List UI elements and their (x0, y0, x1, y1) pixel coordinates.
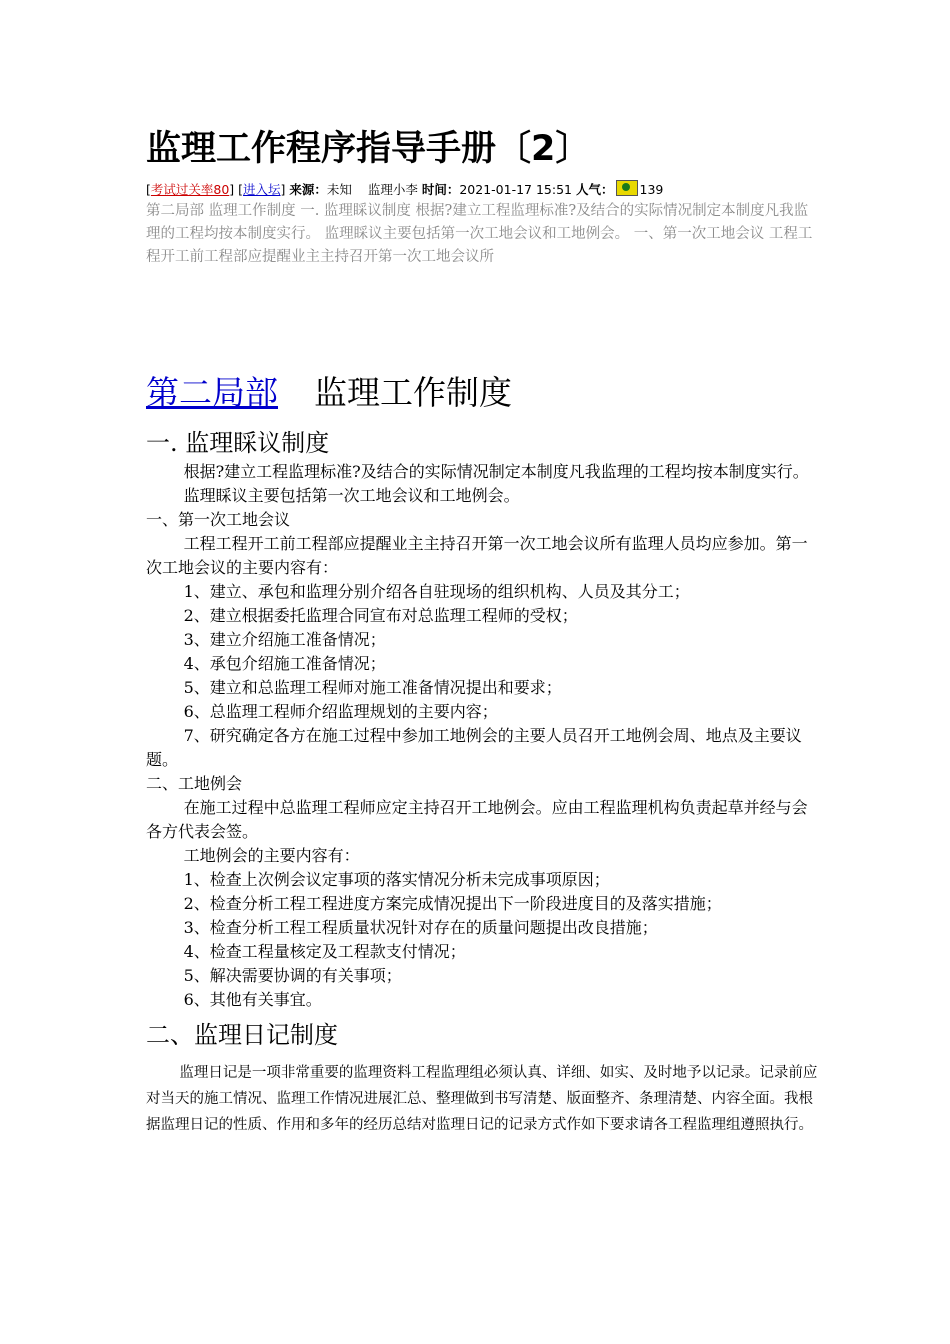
sub2-title: 二、工地例会 (146, 774, 243, 793)
list-item: 5、解决需要协调的有关事项； (183, 966, 402, 985)
list-item: 2、检查分析工程工程进度方案完成情况提出下一阶段进度目的及落实措施； (183, 894, 722, 913)
source-label: 来源： (289, 182, 327, 197)
list-item: 7、研究确定各方在施工过程中参加工地例会的主要人员召开工地例会周、地点及主要议题。 (146, 726, 802, 769)
list-item: 3、建立介绍施工准备情况； (183, 630, 386, 649)
sub2-text: 在施工过程中总监理工程师应定主持召开工地例会。应由工程监理机构负责起草并经与会各方代表会签。 (146, 798, 808, 841)
list-item: 3、检查分析工程工程质量状况针对存在的质量问题提出改良措施； (183, 918, 658, 937)
popularity-icon (616, 180, 638, 196)
page-title: 监理工作程序指导手册〔2〕 (146, 129, 591, 169)
document-body (146, 426, 821, 1138)
section2-title: 二、监理日记制度 (146, 1021, 338, 1049)
list-item: 5、建立和总监理工程师对施工准备情况提出和要求； (183, 678, 562, 697)
list-item: 1、检查上次例会议定事项的落实情况分析未完成事项原因； (183, 870, 610, 889)
sub1-title: 一、第一次工地会议 (146, 510, 291, 529)
list-item: 1、建立、承包和监理分别介绍各自驻现场的组织机构、人员及其分工； (183, 582, 690, 601)
article-meta: [考试过关率80] [进入坛] 来源：未知 监理小李 时间：2021-01-17 15:51 人气： 139 (146, 182, 664, 197)
popularity-label: 人气： (575, 182, 614, 197)
enter-forum-link[interactable]: 进入坛 (243, 182, 281, 197)
list-item: 4、检查工程量核定及工程款支付情况； (183, 942, 466, 961)
time-value: 2021-01-17 15:51 (459, 182, 572, 197)
article-summary: 第二局部 监理工作制度 一. 监理睬议制度 根据?建立工程监理标准?及结合的实际情况制定本制度凡我监理的工程均按本制度实行。 监理睬议主要包括第一次工地会议和工地例会。 一、第一次工地会议 工程工程开工前工程部应提醒业主主持召开第一次工地会议所 (146, 203, 813, 265)
section1-intro2: 监理睬议主要包括第一次工地会议和工地例会。 (183, 486, 520, 505)
sub1-text: 工程工程开工前工程部应提醒业主主持召开第一次工地会议所有监理人员均应参加。第一次工地会议的主要内容有： (146, 534, 808, 577)
list-item: 6、其他有关事宜。 (183, 990, 322, 1009)
sub2-text2: 工地例会的主要内容有： (183, 846, 360, 865)
section1-intro: 根据?建立工程监理标准?及结合的实际情况制定本制度凡我监理的工程均按本制度实行。 (183, 462, 809, 481)
time-label: 时间： (421, 182, 460, 197)
source-value: 未知 (326, 182, 352, 197)
list-item: 2、建立根据委托监理合同宣布对总监理工程师的受权； (183, 606, 578, 625)
popularity-value: 139 (639, 182, 664, 197)
list-item: 6、总监理工程师介绍监理规划的主要内容； (183, 702, 498, 721)
list-item: 4、承包介绍施工准备情况； (183, 654, 386, 673)
author: 监理小李 (367, 182, 418, 197)
part-heading-text: 监理工作制度 (314, 373, 512, 412)
section1-title: 一. 监理睬议制度 (146, 429, 330, 457)
part-heading (146, 370, 512, 416)
exam-pass-rate-link[interactable]: 考试过关率80 (150, 182, 230, 197)
section2-text: 监理日记是一项非常重要的监理资料工程监理组必须认真、详细、如实、及时地予以记录。记录前应对当天的施工情况、监理工作情况进展汇总、整理做到书写清楚、版面整齐、条理清楚、内容全面。我根据监理日记的性质、作用和多年的经历总结对监理日记的记录方式作如下要求请各工程监理组遵照执行。 (146, 1065, 818, 1133)
part-heading-link[interactable]: 第二局部 (146, 373, 278, 412)
